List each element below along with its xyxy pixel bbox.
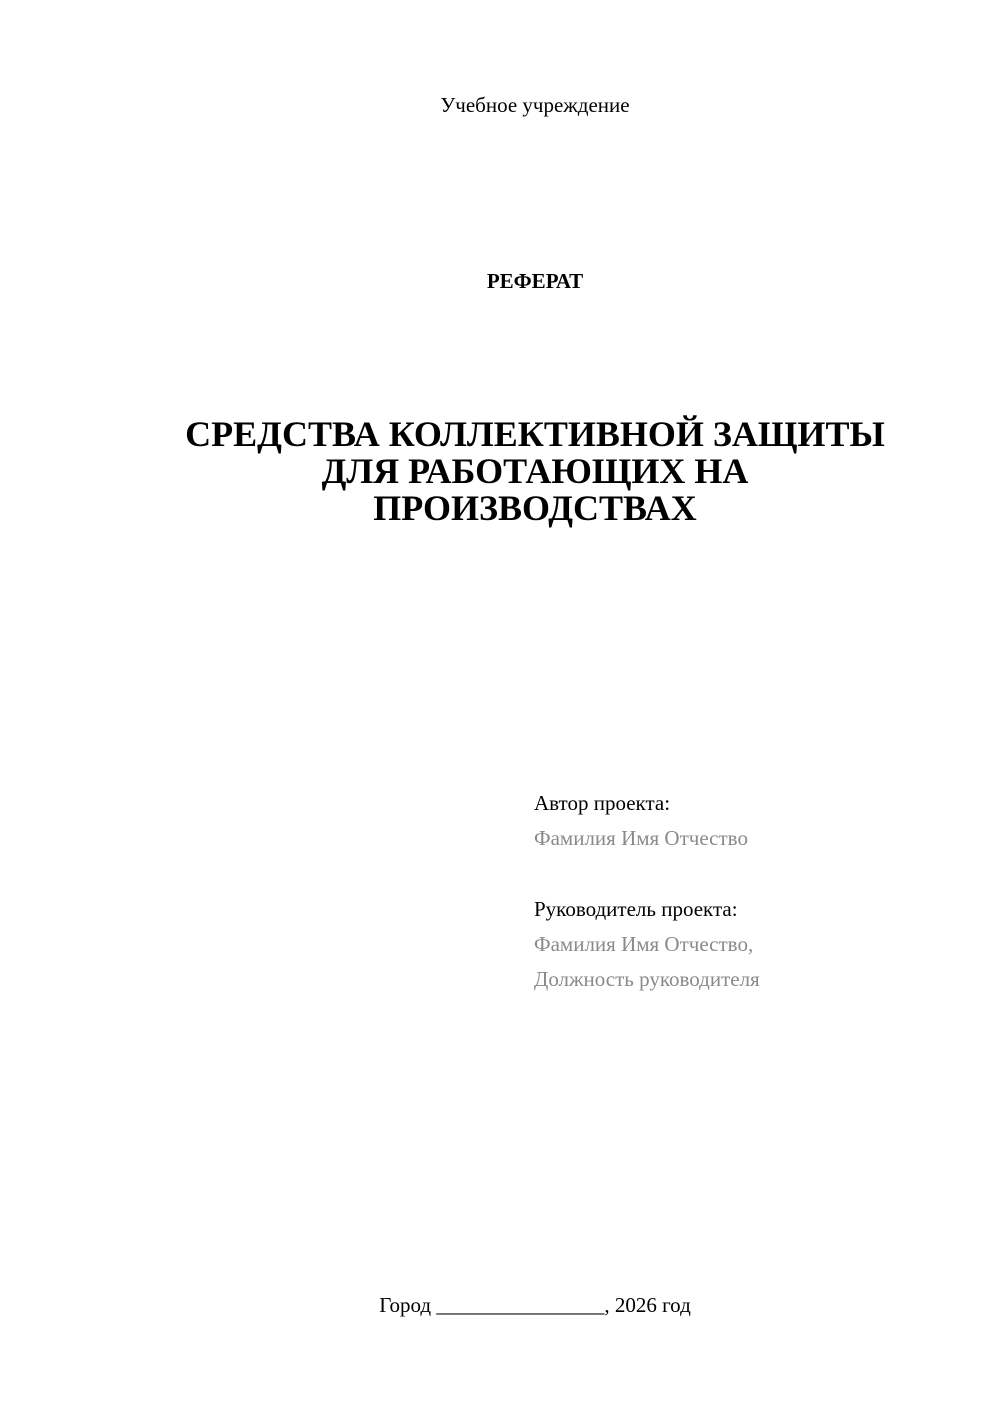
document-title: [120, 416, 950, 527]
supervisor-position: Должность руководителя: [534, 967, 760, 991]
city-year-line: Город ________________, 2026 год: [379, 1293, 691, 1317]
credits-block: [534, 786, 954, 997]
supervisor-name: Фамилия Имя Отчество,: [534, 932, 754, 956]
document-type: РЕФЕРАТ: [486, 269, 584, 293]
title-line: ПРОИЗВОДСТВАХ: [373, 488, 697, 528]
title-line: ДЛЯ РАБОТАЮЩИХ НА: [321, 451, 749, 491]
title-line: СРЕДСТВА КОЛЛЕКТИВНОЙ ЗАЩИТЫ: [185, 414, 885, 454]
spacer: [534, 856, 954, 892]
institution-name: Учебное учреждение: [440, 93, 630, 117]
author-label: Автор проекта:: [534, 791, 671, 815]
supervisor-label: Руководитель проекта:: [534, 897, 738, 921]
author-name: Фамилия Имя Отчество: [534, 826, 748, 850]
